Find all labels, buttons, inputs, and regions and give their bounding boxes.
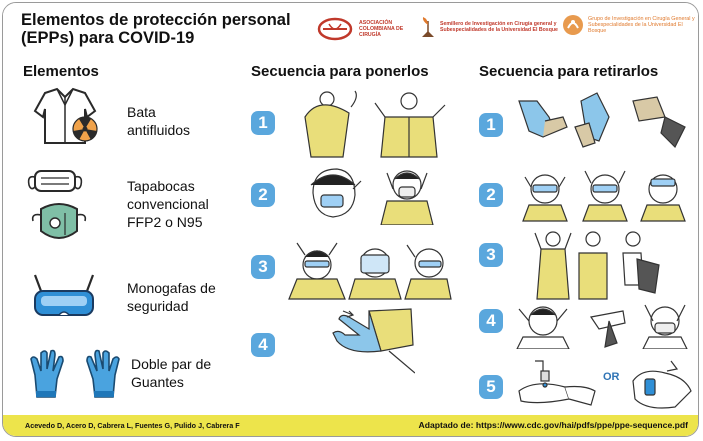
gown-icon [31,87,103,147]
logo-acc [317,16,405,42]
element-label-gown: Bata antifluidos [127,104,191,138]
grupo-logo-text: Grupo de Investigación en Cirugía General y Subespecialidades de la Universidad El Bosque [588,16,695,34]
element-label-goggles: Monogafas de seguridad [127,280,216,314]
gloves-icon [27,345,123,401]
doff-hand-hygiene-illustration [515,351,695,415]
semillero-logo-text: Semillero de Investigación en Cirugía general y Subespecialidades de la Universidad El Bosque [440,21,558,33]
header [3,3,698,51]
doff-step-badge-4: 4 [479,309,503,333]
footer [3,415,698,436]
column-header-elements: Elementos [23,63,99,80]
acc-logo-text: ASOCIACIÓN COLOMBIANA DE CIRUGÍA [359,20,404,38]
infographic [2,2,699,437]
don-gown-illustration [299,87,447,159]
don-step-badge-1: 1 [251,111,275,135]
doff-gown-illustration [533,229,663,301]
seedling-icon [420,15,436,39]
doff-step-badge-1: 1 [479,113,503,137]
mask-icon [25,165,95,249]
or-label: OR [603,371,620,383]
element-label-mask: Tapabocas convencional FFP2 o N95 [127,178,209,230]
don-goggles-illustration [283,235,453,301]
don-step-badge-2: 2 [251,183,275,207]
column-header-don: Secuencia para ponerlos [251,63,429,80]
doff-gloves-illustration [515,87,691,159]
page-title: Elementos de protección personal (EPPs) para COVID-19 [21,11,291,47]
goggles-icon [29,269,99,321]
don-gloves-illustration [329,305,415,375]
don-mask-illustration [303,163,443,225]
column-header-doff: Secuencia para retirarlos [479,63,659,80]
acc-logo-icon [317,16,353,42]
doff-step-badge-3: 3 [479,243,503,267]
footer-authors: Acevedo D, Acero D, Cabrera L, Fuentes G, Pulido J, Cabrera F [25,421,240,430]
don-step-badge-3: 3 [251,255,275,279]
doff-goggles-illustration [517,165,693,223]
footer-source: Adaptado de: https://www.cdc.gov/hai/pdfs/ppe/ppe-sequence.pdf [418,420,688,430]
don-step-badge-4: 4 [251,333,275,357]
element-label-gloves: Doble par de Guantes [131,356,212,390]
grupo-logo-icon [562,14,584,36]
logo-semillero [420,15,568,39]
doff-step-badge-5: 5 [479,375,503,399]
logo-grupo [562,14,698,36]
doff-mask-illustration [513,293,693,349]
doff-step-badge-2: 2 [479,183,503,207]
